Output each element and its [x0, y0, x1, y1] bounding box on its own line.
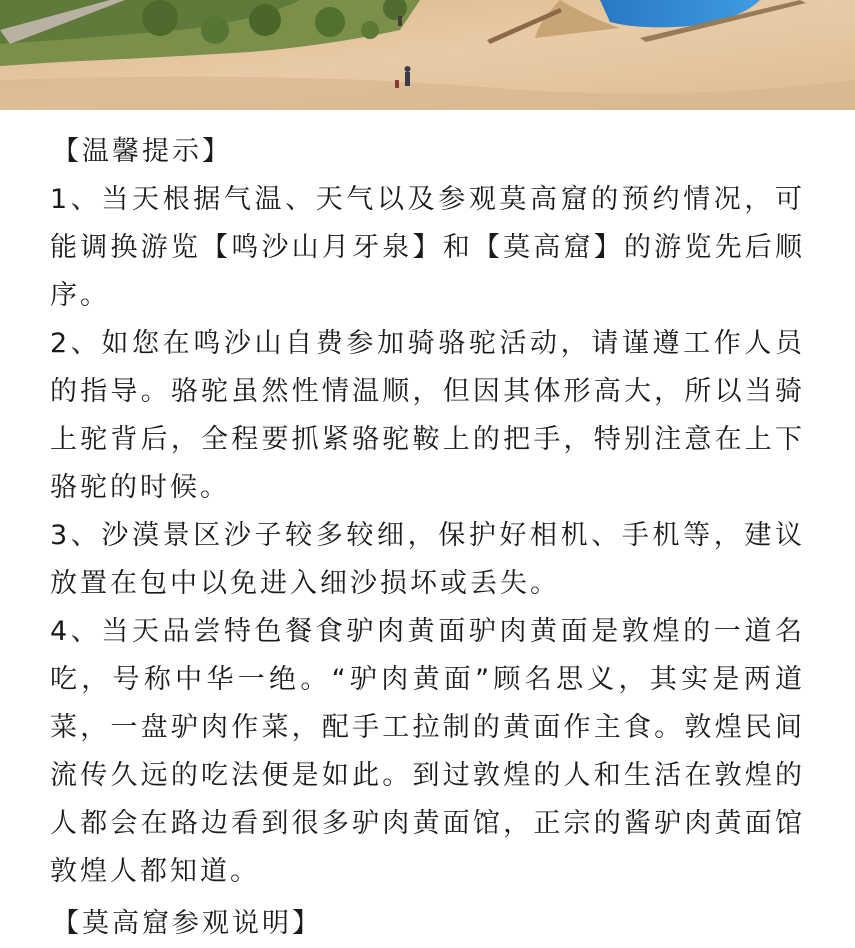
- tips-section: [0, 110, 855, 948]
- crescent-lake-image: [0, 0, 855, 110]
- tips-heading: 【温馨提示】: [52, 136, 232, 167]
- tip-item-1: 1、当天根据气温、天气以及参观莫高窟的预约情况，可能调换游览【鸣沙山月牙泉】和【莫高窟】的游览先后顺序。: [50, 184, 805, 311]
- mogao-visit-heading: 【莫高窟参观说明】: [52, 908, 322, 939]
- tip-item-3: 3、沙漠景区沙子较多较细，保护好相机、手机等，建议放置在包中以免进入细沙损坏或丢失。: [50, 520, 805, 599]
- tip-item-2: 2、如您在鸣沙山自费参加骑骆驼活动，请谨遵工作人员的指导。骆驼虽然性情温顺，但因其体形高大，所以当骑上驼背后，全程要抓紧骆驼鞍上的把手，特别注意在上下骆驼的时候。: [50, 328, 805, 503]
- desert-oasis-photo: [0, 0, 855, 110]
- tip-item-4: 4、当天品尝特色餐食驴肉黄面驴肉黄面是敦煌的一道名吃，号称中华一绝。“驴肉黄面”顾名思义，其实是两道菜，一盘驴肉作菜，配手工拉制的黄面作主食。敦煌民间流传久远的吃法便是如此。到过敦煌的人和生活在敦煌的人都会在路边看到很多驴肉黄面馆，正宗的酱驴肉黄面馆敦煌人都知道。: [50, 616, 805, 887]
